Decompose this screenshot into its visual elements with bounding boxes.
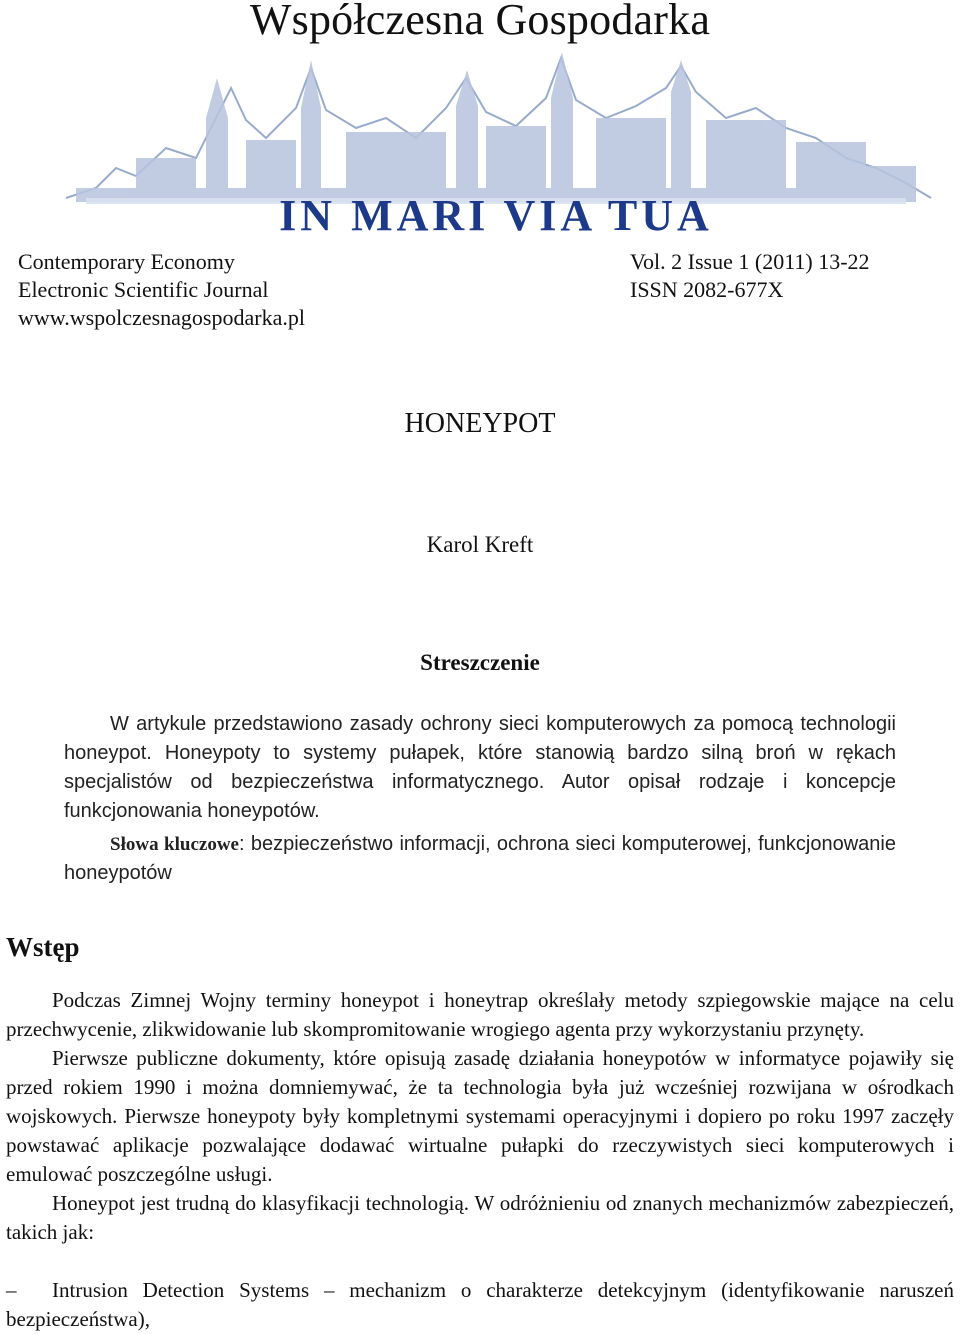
section-body <box>6 986 954 1247</box>
journal-issn: ISSN 2082-677X <box>630 277 784 302</box>
article-title: HONEYPOT <box>404 408 556 439</box>
article-author: Karol Kreft <box>426 532 534 557</box>
keywords-list: : bezpieczeństwo informacji, ochrona sieci komputerowej, funkcjonowanie honeypotów <box>64 833 896 884</box>
keywords <box>64 830 896 888</box>
journal-type: Electronic Scientific Journal <box>18 277 269 302</box>
keywords-label: Słowa kluczowe <box>110 834 239 855</box>
abstract-text: W artykule przedstawiono zasady ochrony sieci komputerowych za pomocą technologii honeypot. Honeypoty to systemy pułapek, które stanowią bardzo silną broń w rękach specjalistów od bezpieczeństwa informatycznego. Autor opisał rodzaje i koncepcje funkcjonowania honeypotów. <box>64 713 896 822</box>
journal-url: www.wspolczesnagospodarka.pl <box>18 305 305 330</box>
list-dash: – <box>6 1278 17 1302</box>
journal-left-info <box>18 248 305 332</box>
list-item <box>6 1276 954 1334</box>
section-heading: Wstęp <box>6 932 80 962</box>
journal-name-en: Contemporary Economy <box>18 249 235 274</box>
journal-banner-skyline-logo <box>56 48 936 238</box>
body-paragraph: Podczas Zimnej Wojny terminy honeypot i honeytrap określały metody szpiegowskie mające na celu przechwycenie, zlikwidowanie lub skompromitowanie wrogiego agenta przy wykorzystaniu przynęty. <box>6 988 954 1041</box>
journal-motto: IN MARI VIA TUA <box>279 191 713 238</box>
list-item-text: Intrusion Detection Systems – mechanizm o charakterze detekcyjnym (identyfikowanie naruszeń bezpieczeństwa), <box>6 1278 954 1331</box>
journal-right-info <box>630 248 870 304</box>
body-paragraph: Pierwsze publiczne dokumenty, które opisują zasadę działania honeypotów w informatyce pojawiły się przed rokiem 1990 i można domniemywać, że ta technologia była już wcześniej rozwijana w ośrodkach wojskowych. Pierwsze honeypoty były kompletnymi systemami operacyjnymi i dopiero po roku 1997 zaczęły powstawać aplikacje pozwalające dodawać wirtualne pułapki do rzeczywistych sieci komputerowych i emulować poszczególne usługi. <box>6 1046 954 1186</box>
abstract-heading: Streszczenie <box>420 650 540 675</box>
journal-title: Współczesna Gospodarka <box>249 0 711 44</box>
body-paragraph: Honeypot jest trudną do klasyfikacji technologią. W odróżnieniu od znanych mechanizmów zabezpieczeń, takich jak: <box>6 1191 954 1244</box>
journal-volume: Vol. 2 Issue 1 (2011) 13-22 <box>630 249 870 274</box>
